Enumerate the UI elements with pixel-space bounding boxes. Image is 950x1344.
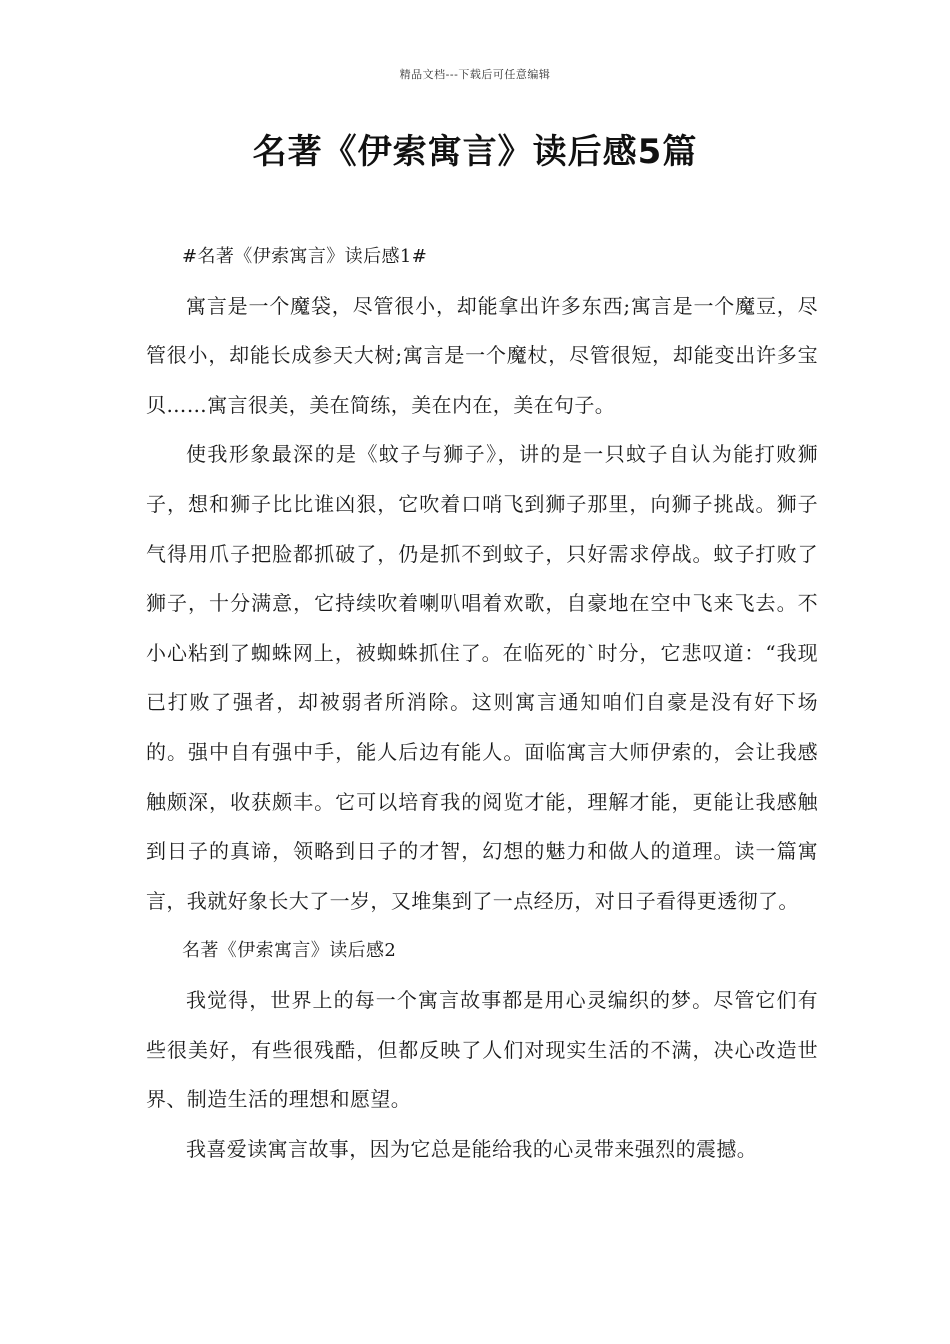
running-header: 精品文档---下载后可任意编辑: [399, 68, 551, 81]
paragraph: 我喜爱读寓言故事，因为它总是能给我的心灵带来强烈的震撼。: [186, 1136, 758, 1161]
section-heading-2: 名著《伊索寓言》读后感2: [182, 940, 397, 962]
document-title: 名著《伊索寓言》读后感5篇: [252, 132, 698, 172]
paragraph: 使我形象最深的是《蚊子与狮子》，讲的是一只蚊子自认为能打败狮子，想和狮子比比谁凶狠，它吹着口哨飞到狮子那里，向狮子挑战。狮子气得用爪子把脸都抓破了，仍是抓不到蚊子，只好需求停战。蚊子打败了狮子，十分满意，它持续吹着喇叭唱着欢歌，自豪地在空中飞来飞去。不小心粘到了蜘蛛网上，被蜘蛛抓住了。在临死的`时分，它悲叹道：“我现已打败了强者，却被弱者所消除。这则寓言通知咱们自豪是没有好下场的。强中自有强中手，能人后边有能人。面临寓言大师伊索的，会让我感触颇深，收获颇丰。它可以培育我的阅览才能，理解才能，更能让我感触到日子的真谛，领略到日子的才智，幻想的魅力和做人的道理。读一篇寓言，我就好象长大了一岁，又堆集到了一点经历，对日子看得更透彻了。: [146, 442, 818, 913]
section-heading-1: #名著《伊索寓言》读后感1#: [182, 246, 428, 267]
document-body: [146, 232, 818, 1174]
paragraph: 我觉得，世界上的每一个寓言故事都是用心灵编织的梦。尽管它们有些很美好，有些很残酷，但都反映了人们对现实生活的不满，决心改造世界、制造生活的理想和愿望。: [146, 987, 818, 1112]
paragraph: 寓言是一个魔袋，尽管很小，却能拿出许多东西;寓言是一个魔豆，尽管很小，却能长成参天大树;寓言是一个魔杖，尽管很短，却能变出许多宝贝……寓言很美，美在简练，美在内在，美在句子。: [146, 293, 818, 417]
